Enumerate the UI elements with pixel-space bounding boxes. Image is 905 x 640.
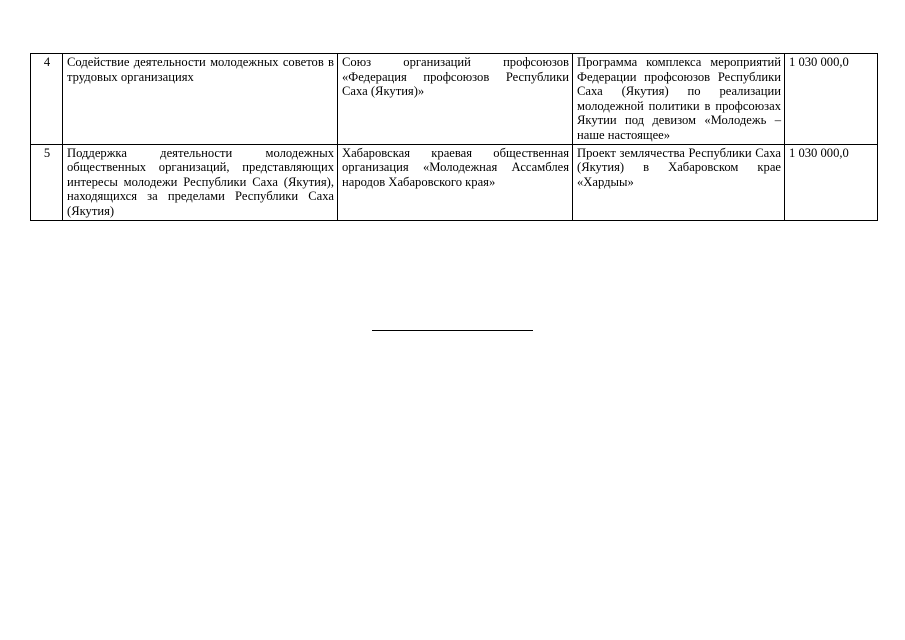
row-number: 4 [31, 54, 63, 145]
amount-cell: 1 030 000,0 [785, 54, 878, 145]
amount-cell: 1 030 000,0 [785, 144, 878, 220]
grants-table [30, 53, 878, 221]
table-row [31, 54, 878, 145]
table-row [31, 144, 878, 220]
activity-cell: Содействие деятельности молодежных советов в трудовых организациях [63, 54, 338, 145]
project-cell: Программа комплекса мероприятий Федерации профсоюзов Республики Саха (Якутия) по реализации молодежной политики в профсоюзах Якутии под девизом «Молодежь – наше настоящее» [573, 54, 785, 145]
organization-cell: Союз организаций профсоюзов «Федерация профсоюзов Республики Саха (Якутия)» [338, 54, 573, 145]
end-divider-line [372, 330, 533, 331]
activity-cell: Поддержка деятельности молодежных общественных организаций, представляющих интересы молодежи Республики Саха (Якутия), находящихся за пределами Республики Саха (Якутия) [63, 144, 338, 220]
organization-cell: Хабаровская краевая общественная организация «Молодежная Ассамблея народов Хабаровского края» [338, 144, 573, 220]
row-number: 5 [31, 144, 63, 220]
project-cell: Проект землячества Республики Саха (Якутия) в Хабаровском крае «Хардыы» [573, 144, 785, 220]
